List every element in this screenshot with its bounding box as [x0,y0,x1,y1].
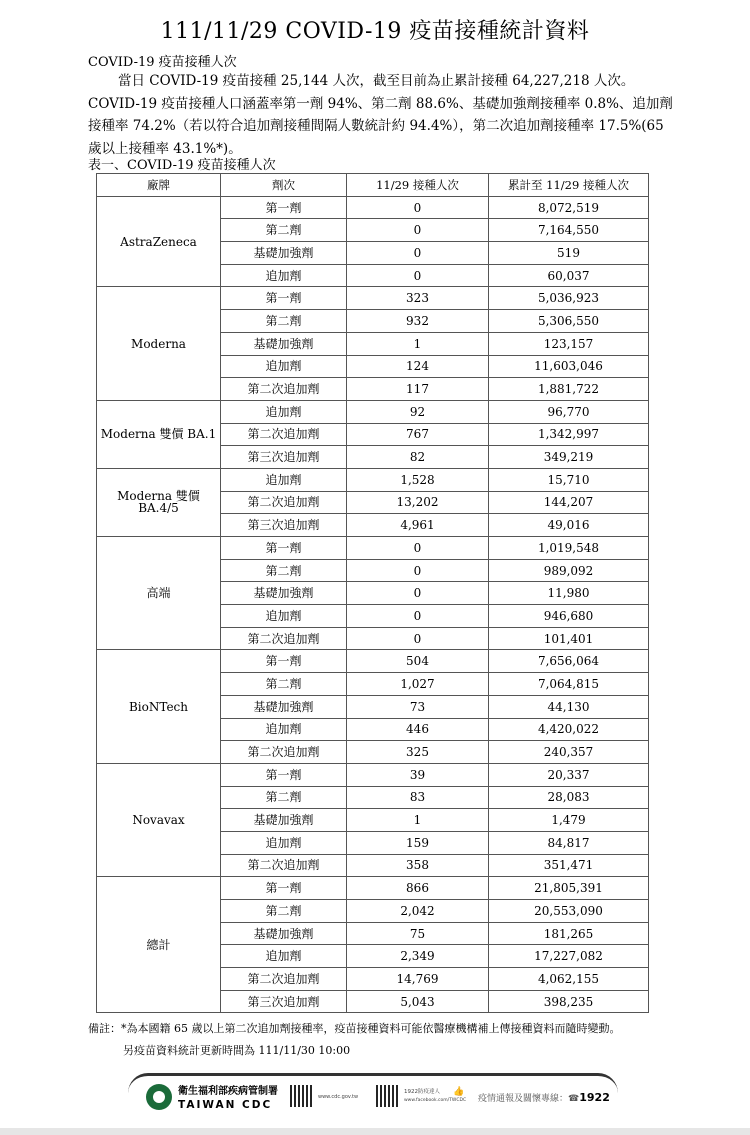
dose-cell: 基礎加強劑 [221,242,347,265]
dose-cell: 基礎加強劑 [221,695,347,718]
daily-count-cell: 5,043 [347,990,489,1013]
brand-cell: AstraZeneca [97,196,221,287]
table-row [97,763,649,786]
dose-cell: 第一劑 [221,650,347,673]
daily-count-cell: 0 [347,242,489,265]
qr-code-icon [290,1085,312,1107]
dose-cell: 追加劑 [221,605,347,628]
cumulative-count-cell: 7,164,550 [489,219,649,242]
dose-cell: 第三次追加劑 [221,514,347,537]
dose-cell: 基礎加強劑 [221,809,347,832]
daily-count-cell: 323 [347,287,489,310]
cumulative-count-cell: 7,064,815 [489,673,649,696]
daily-count-cell: 0 [347,627,489,650]
daily-count-cell: 159 [347,831,489,854]
daily-count-cell: 0 [347,582,489,605]
table-row [97,537,649,560]
table-row [97,877,649,900]
section-heading: COVID-19 疫苗接種人次 [88,55,237,70]
daily-count-cell: 92 [347,400,489,423]
cumulative-count-cell: 17,227,082 [489,945,649,968]
cumulative-count-cell: 398,235 [489,990,649,1013]
dose-cell: 第二劑 [221,219,347,242]
daily-count-cell: 75 [347,922,489,945]
daily-count-cell: 0 [347,605,489,628]
cumulative-count-cell: 28,083 [489,786,649,809]
brand-cell: 總計 [97,877,221,1013]
daily-count-cell: 13,202 [347,491,489,514]
cumulative-count-cell: 101,401 [489,627,649,650]
daily-count-cell: 39 [347,763,489,786]
dose-cell: 第二次追加劑 [221,627,347,650]
dose-cell: 追加劑 [221,468,347,491]
cumulative-count-cell: 21,805,391 [489,877,649,900]
page-bottom-edge [0,1128,750,1135]
dose-cell: 追加劑 [221,945,347,968]
daily-count-cell: 358 [347,854,489,877]
cumulative-count-cell: 84,817 [489,831,649,854]
dose-cell: 第二次追加劑 [221,378,347,401]
dose-cell: 第一劑 [221,196,347,219]
cumulative-count-cell: 144,207 [489,491,649,514]
summary-text: 當日 COVID-19 疫苗接種 25,144 人次，截至目前為止累計接種 64,227,218 人次。COVID-19 疫苗接種人口涵蓋率第一劑 94%、第二劑 88.6%、基礎加強劑接種率 0.8%、追加劑接種率 74.2%（若以符合追加劑接種間隔人數統計約 94.4%），第二次追加劑接種率 17.5%(65 歲以上接種率 43.1%*)。 [88,73,673,157]
dose-cell: 第一劑 [221,763,347,786]
cumulative-count-cell: 240,357 [489,741,649,764]
dose-cell: 追加劑 [221,355,347,378]
cumulative-count-cell: 7,656,064 [489,650,649,673]
table-row [97,650,649,673]
cumulative-count-cell: 181,265 [489,922,649,945]
hotline-number: 1922 [579,1091,610,1104]
table-row [97,287,649,310]
cumulative-count-cell: 11,980 [489,582,649,605]
daily-count-cell: 504 [347,650,489,673]
daily-count-cell: 0 [347,264,489,287]
cumulative-count-cell: 349,219 [489,446,649,469]
daily-count-cell: 446 [347,718,489,741]
hotline-label: 疫情通報及關懷專線： [478,1094,569,1104]
table-body [97,196,649,1013]
dose-cell: 第二次追加劑 [221,491,347,514]
table-caption: 表一、COVID-19 疫苗接種人次 [88,158,276,173]
dose-cell: 第二劑 [221,559,347,582]
cumulative-count-cell: 989,092 [489,559,649,582]
website-url: www.cdc.gov.tw [318,1094,359,1100]
daily-count-cell: 73 [347,695,489,718]
daily-count-cell: 0 [347,219,489,242]
header-cumulative: 累計至 11/29 接種人次 [489,174,649,197]
dose-cell: 第一劑 [221,287,347,310]
brand-cell: Moderna 雙價 BA.4/5 [97,468,221,536]
header-dose: 劑次 [221,174,347,197]
daily-count-cell: 1 [347,809,489,832]
daily-count-cell: 117 [347,378,489,401]
brand-cell: BioNTech [97,650,221,763]
cumulative-count-cell: 5,306,550 [489,310,649,333]
brand-cell: Moderna 雙價 BA.1 [97,400,221,468]
daily-count-cell: 866 [347,877,489,900]
notes [88,1018,621,1062]
note-line-2: 另疫苗資料統計更新時間為 111/11/30 10:00 [123,1044,351,1057]
dose-cell: 第三次追加劑 [221,990,347,1013]
cumulative-count-cell: 96,770 [489,400,649,423]
org-name [178,1082,278,1111]
daily-count-cell: 4,961 [347,514,489,537]
cumulative-count-cell: 60,037 [489,264,649,287]
cumulative-count-cell: 123,157 [489,332,649,355]
brand-cell: 高端 [97,537,221,650]
dose-cell: 第二次追加劑 [221,854,347,877]
daily-count-cell: 932 [347,310,489,333]
org-name-zh: 衛生福利部疾病管制署 [178,1086,278,1097]
dose-cell: 第一劑 [221,877,347,900]
summary-paragraph [88,70,673,160]
footer-banner [128,1073,618,1122]
table-row [97,468,649,491]
cumulative-count-cell: 15,710 [489,468,649,491]
dose-cell: 第二次追加劑 [221,741,347,764]
dose-cell: 基礎加強劑 [221,332,347,355]
facebook-label: 1922防疫達人 [404,1089,440,1095]
cumulative-count-cell: 8,072,519 [489,196,649,219]
dose-cell: 第三次追加劑 [221,446,347,469]
daily-count-cell: 14,769 [347,968,489,991]
brand-cell: Moderna [97,287,221,400]
daily-count-cell: 82 [347,446,489,469]
daily-count-cell: 0 [347,537,489,560]
cdc-logo-icon [146,1084,172,1110]
daily-count-cell: 124 [347,355,489,378]
daily-count-cell: 0 [347,196,489,219]
cumulative-count-cell: 1,479 [489,809,649,832]
dose-cell: 追加劑 [221,831,347,854]
org-name-en: TAIWAN CDC [178,1099,273,1111]
thumbs-up-icon: 👍 [453,1087,465,1097]
cumulative-count-cell: 519 [489,242,649,265]
cumulative-count-cell: 946,680 [489,605,649,628]
table-row [97,400,649,423]
note-line-1: 備註：*為本國籍 65 歲以上第二次追加劑接種率，疫苗接種資料可能依醫療機構補上傳接種資料而隨時變動。 [88,1022,621,1035]
dose-cell: 基礎加強劑 [221,922,347,945]
dose-cell: 基礎加強劑 [221,582,347,605]
daily-count-cell: 325 [347,741,489,764]
cumulative-count-cell: 11,603,046 [489,355,649,378]
daily-count-cell: 2,042 [347,900,489,923]
cumulative-count-cell: 1,881,722 [489,378,649,401]
page-title: 111/11/29 COVID-19 疫苗接種統計資料 [160,19,590,44]
cumulative-count-cell: 1,019,548 [489,537,649,560]
cumulative-count-cell: 4,062,155 [489,968,649,991]
dose-cell: 第二次追加劑 [221,968,347,991]
qr-code-icon [376,1085,398,1107]
table-header-row [97,174,649,197]
cumulative-count-cell: 44,130 [489,695,649,718]
dose-cell: 第二劑 [221,310,347,333]
daily-count-cell: 83 [347,786,489,809]
daily-count-cell: 0 [347,559,489,582]
facebook-url: www.facebook.com/TWCDC [404,1098,467,1103]
header-daily: 11/29 接種人次 [347,174,489,197]
vaccination-table [96,173,649,1013]
dose-cell: 第二劑 [221,786,347,809]
dose-cell: 第一劑 [221,537,347,560]
dose-cell: 追加劑 [221,400,347,423]
cumulative-count-cell: 5,036,923 [489,287,649,310]
dose-cell: 追加劑 [221,264,347,287]
cumulative-count-cell: 20,553,090 [489,900,649,923]
cumulative-count-cell: 49,016 [489,514,649,537]
header-brand: 廠牌 [97,174,221,197]
table-row [97,196,649,219]
daily-count-cell: 1 [347,332,489,355]
brand-cell: Novavax [97,763,221,876]
hotline [478,1091,610,1104]
daily-count-cell: 767 [347,423,489,446]
cumulative-count-cell: 351,471 [489,854,649,877]
phone-icon: ☎ [568,1094,580,1104]
daily-count-cell: 1,027 [347,673,489,696]
cumulative-count-cell: 1,342,997 [489,423,649,446]
cumulative-count-cell: 4,420,022 [489,718,649,741]
daily-count-cell: 2,349 [347,945,489,968]
dose-cell: 第二劑 [221,673,347,696]
dose-cell: 第二劑 [221,900,347,923]
daily-count-cell: 1,528 [347,468,489,491]
dose-cell: 追加劑 [221,718,347,741]
cumulative-count-cell: 20,337 [489,763,649,786]
dose-cell: 第二次追加劑 [221,423,347,446]
